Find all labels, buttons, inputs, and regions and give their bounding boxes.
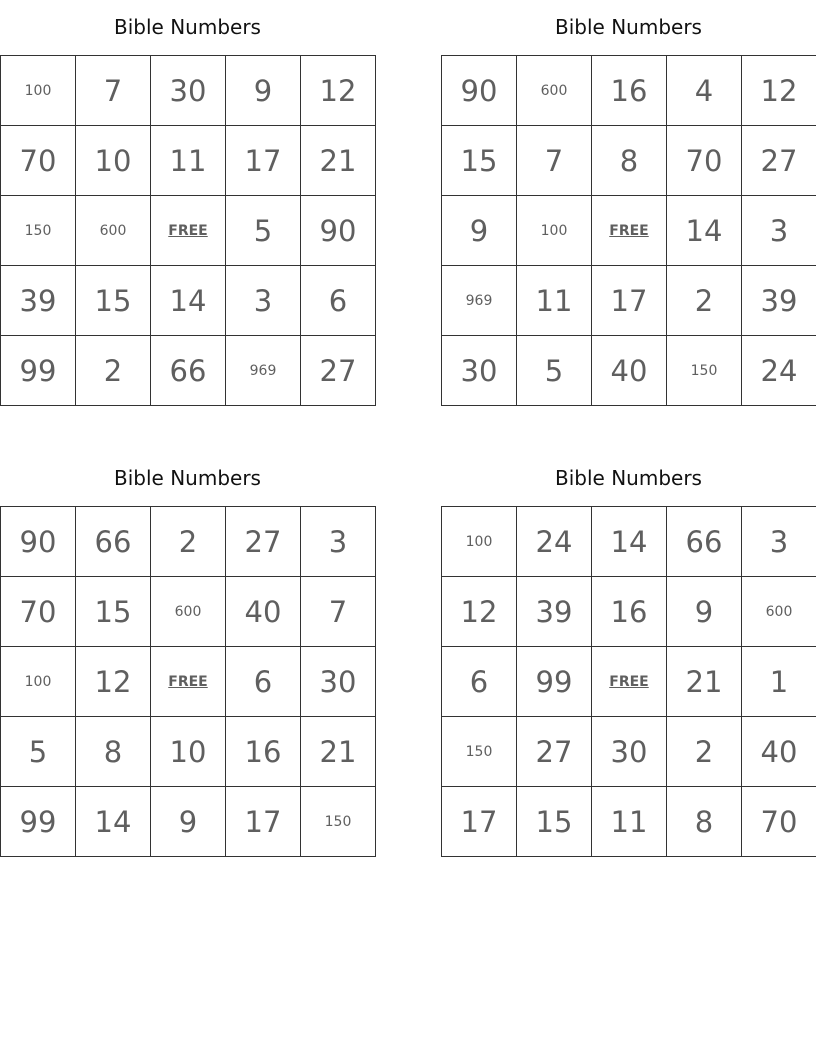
number-cell: 17 [442, 787, 517, 857]
number-cell: 9 [667, 577, 742, 647]
number-cell: 17 [226, 126, 301, 196]
number-cell: 70 [742, 787, 816, 857]
grid-row [1, 647, 376, 717]
number-cell: 1 [742, 647, 816, 717]
card-title: Bible Numbers [555, 466, 702, 490]
number-cell: 150 [442, 717, 517, 787]
number-cell: 12 [76, 647, 151, 717]
number-cell: 7 [76, 56, 151, 126]
number-cell: 5 [226, 196, 301, 266]
number-cell: 99 [1, 787, 76, 857]
number-cell: 27 [517, 717, 592, 787]
free-space: FREE [151, 647, 226, 717]
number-cell: 17 [226, 787, 301, 857]
number-cell: 600 [517, 56, 592, 126]
number-cell: 100 [517, 196, 592, 266]
number-cell: 30 [442, 336, 517, 406]
grid-row [442, 196, 816, 266]
number-cell: 15 [442, 126, 517, 196]
number-cell: 11 [517, 266, 592, 336]
card-title: Bible Numbers [555, 15, 702, 39]
number-cell: 17 [592, 266, 667, 336]
number-cell: 6 [226, 647, 301, 717]
number-cell: 40 [742, 717, 816, 787]
number-cell: 27 [742, 126, 816, 196]
number-cell: 11 [592, 787, 667, 857]
bingo-card-1 [0, 0, 375, 406]
number-cell: 99 [1, 336, 76, 406]
number-cell: 70 [667, 126, 742, 196]
number-cell: 21 [667, 647, 742, 717]
number-cell: 10 [76, 126, 151, 196]
number-cell: 969 [226, 336, 301, 406]
number-cell: 9 [226, 56, 301, 126]
number-cell: 30 [592, 717, 667, 787]
grid-row [442, 126, 816, 196]
grid-row [442, 577, 816, 647]
number-cell: 3 [226, 266, 301, 336]
bingo-card-3 [0, 451, 375, 857]
number-cell: 600 [742, 577, 816, 647]
number-cell: 600 [151, 577, 226, 647]
grid-row [1, 126, 376, 196]
grid-row [1, 266, 376, 336]
number-cell: 8 [592, 126, 667, 196]
number-cell: 8 [667, 787, 742, 857]
grid-row [1, 787, 376, 857]
number-cell: 969 [442, 266, 517, 336]
number-cell: 99 [517, 647, 592, 717]
number-cell: 14 [151, 266, 226, 336]
grid-row [442, 336, 816, 406]
number-cell: 70 [1, 577, 76, 647]
number-cell: 66 [76, 507, 151, 577]
number-cell: 5 [1, 717, 76, 787]
number-cell: 24 [517, 507, 592, 577]
number-cell: 90 [1, 507, 76, 577]
number-cell: 15 [517, 787, 592, 857]
number-cell: 39 [517, 577, 592, 647]
grid-row [1, 196, 376, 266]
card-title: Bible Numbers [114, 466, 261, 490]
bingo-grid [441, 506, 816, 857]
number-cell: 21 [301, 717, 376, 787]
number-cell: 3 [742, 196, 816, 266]
grid-row [442, 787, 816, 857]
bingo-card-4 [441, 451, 816, 857]
number-cell: 70 [1, 126, 76, 196]
number-cell: 40 [226, 577, 301, 647]
number-cell: 2 [667, 717, 742, 787]
number-cell: 5 [517, 336, 592, 406]
number-cell: 27 [301, 336, 376, 406]
number-cell: 4 [667, 56, 742, 126]
number-cell: 100 [442, 507, 517, 577]
number-cell: 10 [151, 717, 226, 787]
number-cell: 14 [76, 787, 151, 857]
number-cell: 150 [1, 196, 76, 266]
number-cell: 150 [301, 787, 376, 857]
number-cell: 6 [301, 266, 376, 336]
number-cell: 12 [442, 577, 517, 647]
grid-row [442, 507, 816, 577]
number-cell: 3 [742, 507, 816, 577]
number-cell: 27 [226, 507, 301, 577]
grid-row [442, 647, 816, 717]
grid-row [442, 56, 816, 126]
number-cell: 39 [742, 266, 816, 336]
grid-row [1, 507, 376, 577]
number-cell: 15 [76, 577, 151, 647]
free-space: FREE [592, 196, 667, 266]
number-cell: 12 [301, 56, 376, 126]
number-cell: 90 [442, 56, 517, 126]
grid-row [1, 717, 376, 787]
number-cell: 14 [592, 507, 667, 577]
number-cell: 6 [442, 647, 517, 717]
number-cell: 2 [151, 507, 226, 577]
number-cell: 150 [667, 336, 742, 406]
number-cell: 66 [667, 507, 742, 577]
free-space: FREE [592, 647, 667, 717]
grid-row [1, 336, 376, 406]
card-title: Bible Numbers [114, 15, 261, 39]
bingo-grid [0, 55, 376, 406]
bingo-grid [0, 506, 376, 857]
number-cell: 7 [301, 577, 376, 647]
number-cell: 2 [667, 266, 742, 336]
number-cell: 30 [301, 647, 376, 717]
number-cell: 16 [592, 577, 667, 647]
number-cell: 11 [151, 126, 226, 196]
number-cell: 100 [1, 56, 76, 126]
number-cell: 2 [76, 336, 151, 406]
number-cell: 100 [1, 647, 76, 717]
number-cell: 12 [742, 56, 816, 126]
bingo-card-2 [441, 0, 816, 406]
number-cell: 21 [301, 126, 376, 196]
number-cell: 66 [151, 336, 226, 406]
number-cell: 9 [151, 787, 226, 857]
number-cell: 24 [742, 336, 816, 406]
number-cell: 90 [301, 196, 376, 266]
grid-row [1, 577, 376, 647]
number-cell: 3 [301, 507, 376, 577]
grid-row [442, 717, 816, 787]
bingo-grid [441, 55, 816, 406]
grid-row [1, 56, 376, 126]
number-cell: 15 [76, 266, 151, 336]
number-cell: 16 [226, 717, 301, 787]
number-cell: 7 [517, 126, 592, 196]
number-cell: 16 [592, 56, 667, 126]
number-cell: 9 [442, 196, 517, 266]
number-cell: 14 [667, 196, 742, 266]
number-cell: 600 [76, 196, 151, 266]
number-cell: 39 [1, 266, 76, 336]
number-cell: 8 [76, 717, 151, 787]
number-cell: 40 [592, 336, 667, 406]
number-cell: 30 [151, 56, 226, 126]
grid-row [442, 266, 816, 336]
free-space: FREE [151, 196, 226, 266]
